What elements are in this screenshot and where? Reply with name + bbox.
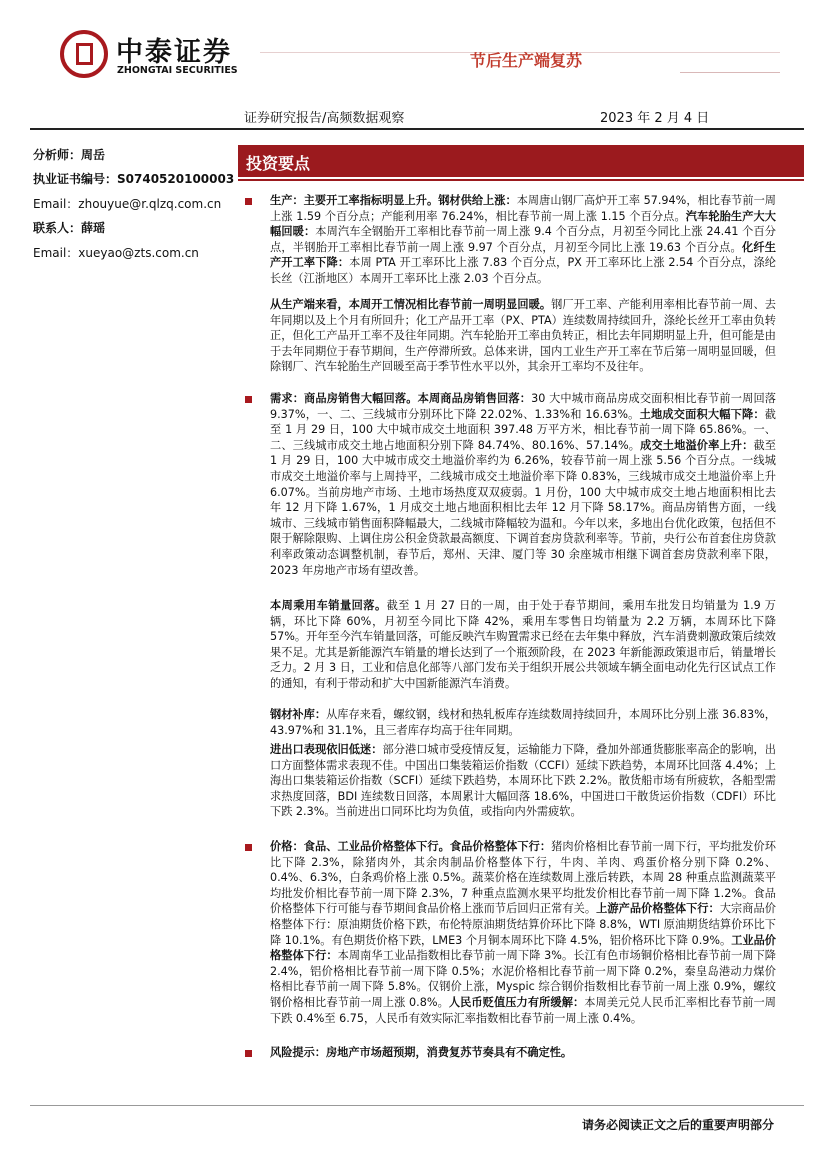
section-header-bar <box>238 145 804 177</box>
footer-divider <box>30 1105 804 1106</box>
header-divider <box>30 128 804 130</box>
paragraph-prices <box>270 839 776 1026</box>
bullet-icon <box>245 198 252 205</box>
para-text: 房地产市场超预期，消费复苏节奏具有不确定性。 <box>325 1046 573 1059</box>
bullet-icon <box>245 844 252 851</box>
header-deco-line <box>680 72 780 73</box>
para-heading: 土地成交面积大幅下降： <box>639 407 765 421</box>
paragraph-risk <box>270 1045 776 1061</box>
para-text: 钢厂开工率、产能利用率相比春节前一周、去年同期以及上个月有所回升；化工产品开工率（PX、PTA）连续数周持续回升，涤纶长丝开工率由负转正，但化工产品开工率不及往年同期。汽车轮胎开工率由负转正，相比去年同期明显上升，但可能是由于去年同期位于春节期间，生产停滞所致。总体来讲，国内工业生产开工率在节后第一周明显回暖，但除钢厂、汽车轮胎生产回暖至高于季节性水平以外，其余开工率均不及往年。 <box>270 298 776 374</box>
para-text: 本周美元兑人民币汇率相比春节前一周下跌 0.4%至 6.75，人民币有效实际汇率指数相比春节前一周上涨 0.4%。 <box>270 995 776 1025</box>
email-row-1 <box>33 192 238 216</box>
report-date: 2023 年 2 月 4 日 <box>600 111 710 126</box>
section-header-underline <box>238 179 804 181</box>
para-heading: 价格：食品、工业品价格整体下行。食品价格整体下行： <box>270 840 552 853</box>
contact-row <box>33 216 238 240</box>
para-heading: 从生产端来看，本周开工情况相比春节前一周明显回暖。 <box>270 298 552 311</box>
footer-disclaimer: 请务必阅读正文之后的重要声明部分 <box>581 1118 774 1132</box>
para-heading: 化纤生产开工率下降： <box>270 240 776 270</box>
para-text: 截至 1 月 27 日的一周，由于处于春节期间，乘用车批发日均销量为 1.9 万辆，环比下降 60%，月初至今同比下降 42%，乘用车零售日均销量为 2.2 万辆，本周环比下降 57%。开年至今汽车销量回落，可能反映汽车购置需求已经在去年集中释放，汽车消费刺激政策后续效果不足。尤其是新能源汽车销量的增长达到了一个瓶颈阶段，在 2023 年新能源政策退市后，销量增长乏力。2 月 3 日，工业和信息化部等八部门发布关于组织开展公共领域车辆全面电动化先行区试点工作的通知，有利于带动和扩大中国新能源汽车消费。 <box>270 599 776 690</box>
para-text: 从库存来看，螺纹钢，线材和热轧板库存连续数周持续回升，本周环比分别上涨 36.83%，43.97%和 31.1%，且三者库存均高于往年同期。 <box>270 708 776 737</box>
para-text: 本周南华工业品指数相比春节前一周下降 3%。长江有色市场铜价格相比春节前一周下降 2.4%，铝价格相比春节前一周下降 0.5%；水泥价格相比春节前一周下降 0.2%，秦皇岛港动力煤价格相比春节前一周下降 5.8%。仅钢价上涨，Myspic 综合钢价指数相比春节前一周上涨 0.9%，螺纹钢价格相比春节前一周上涨 0.8%。 <box>270 949 776 1009</box>
para-heading: 人民币贬值压力有所缓解： <box>448 995 585 1009</box>
paragraph-trade <box>270 742 776 820</box>
para-heading: 风险提示： <box>270 1046 326 1059</box>
analyst-label: 分析师： <box>33 148 82 162</box>
email-row-2 <box>33 241 238 265</box>
para-heading: 进出口表现依旧低迷： <box>270 743 383 756</box>
company-name-en: ZHONGTAI SECURITIES <box>117 65 238 76</box>
analyst-info <box>33 143 238 265</box>
bullet-icon <box>245 1050 252 1057</box>
para-text: 截至 1 月 29 日，100 大中城市成交土地面积 397.48 万平方米，相比春节前一周下降 65.86%。一、二、三线城市成交土地占地面积分别下降 84.74%、80.16%、57.14%。 <box>270 407 776 452</box>
para-text: 30 大中城市商品房成交面积相比春节前一周回落 9.37%，一、二、三线城市分别环比下降 22.02%、1.33%和 16.63%。 <box>270 392 776 421</box>
cert-label: 执业证书编号： <box>33 172 118 187</box>
para-heading: 上游产品价格整体下行： <box>596 902 720 916</box>
email-label: Email： <box>33 245 79 260</box>
para-text: 截至 1 月 29 日，100 大中城市成交土地溢价率约为 6.26%，较春节前一周上涨 5.56 个百分点。一线城市成交土地溢价率与上周持平，二线城市成交土地溢价率下降 0.83%，三线城市成交土地溢价率上升 6.07%。当前房地产市场、土地市场热度双双疲弱。1 月份，100 大中城市成交土地占地面积相比去年 12 月下降 1.67%，1 月成交土地占地面积相比去年 12 月下降 58.17%。商品房销售方面，一线城市、三线城市销售面积降幅最大，二线城市降幅较为温和。今年以来，多地出台优化政策，包括但不限于解除限购、上调住房公积金贷款最高额度、下调首套房贷款利率等。节前，央行公布首套住房贷款利率政策动态调整机制，春节后，郑州、天津、厦门等 30 余座城市相继下调首套房贷款利率下限，2023 年房地产市场有望改善。 <box>270 438 776 577</box>
analyst-name: 周岳 <box>81 148 106 162</box>
report-type: 证券研究报告/高频数据观察 <box>244 111 405 126</box>
cert-number: S0740520100003 <box>117 172 235 187</box>
para-text: 大宗商品价格整体下行：原油期货价格下跌，布伦特原油期货结算价环比下降 8.8%，WTI 原油期货结算价环比下降 10.1%。有色期货价格下跌，LME3 个月铜本周环比下降 4.5%，铝价格环比下降 0.9%。 <box>270 902 776 947</box>
paragraph-production-summary <box>270 297 776 375</box>
company-name-cn: 中泰证券 <box>116 37 232 68</box>
para-heading: 工业品价格整体下行： <box>270 933 776 963</box>
para-text: 部分港口城市受疫情反复，运输能力下降，叠加外部通货膨胀率高企的影响，出口方面整体需求表现不佳。中国出口集装箱运价指数（CCFI）延续下跌趋势，本周环比回落 4.4%；上海出口集装箱运价指数（SCFI）延续下跌趋势，本周环比下跌 2.2%。散货船市场有所疲软，各船型需求热度回落，BDI 连续数日回落，本周累计大幅回落 18.6%，中国进口干散货运价指数（CDFI）环比下跌 2.3%。当前进出口同环比均为负值，或指向内外需疲软。 <box>270 743 776 819</box>
para-text: 本周唐山钢厂高炉开工率 57.94%，相比春节前一周上涨 1.59 个百分点；产能利用率 76.24%，相比春节前一周上涨 1.15 个百分点。 <box>270 194 776 223</box>
para-heading: 本周乘用车销量回落。 <box>270 599 387 612</box>
para-heading: 汽车轮胎生产大大幅回暖： <box>270 209 776 239</box>
paragraph-vehicle-sales <box>270 598 776 692</box>
bullet-icon <box>245 396 252 403</box>
contact-email[interactable]: xueyao@zts.com.cn <box>78 245 199 260</box>
analyst-row <box>33 143 238 167</box>
para-heading: 生产：主要开工率指标明显上升。钢材供给上涨： <box>270 194 517 207</box>
para-heading: 需求：商品房销售大幅回落。本周商品房销售回落： <box>270 392 532 405</box>
para-text: 本周汽车全钢胎开工率相比春节前一周上涨 9.4 个百分点，月初至今同比上涨 24.41 个百分点，半钢胎开工率相比春节前一周上涨 9.97 个百分点，月初至今同比上涨 19.63 个百分点。 <box>270 225 776 254</box>
para-heading: 成交土地溢价率上升： <box>640 438 754 452</box>
contact-label: 联系人： <box>33 221 82 236</box>
analyst-email[interactable]: zhouyue@r.qlzq.com.cn <box>78 196 222 211</box>
report-title: 节后生产端复苏 <box>470 51 583 70</box>
section-header: 投资要点 <box>246 154 311 173</box>
paragraph-demand <box>270 391 776 578</box>
email-label: Email： <box>33 196 79 211</box>
cert-row <box>33 167 238 191</box>
paragraph-production <box>270 193 776 287</box>
company-logo-mark <box>60 30 108 78</box>
para-text: 猪肉价格相比春节前一周下行，平均批发价环比下降 2.3%，除猪肉外，其余肉制品价格整体下行，牛肉、羊肉、鸡蛋价格分别下降 0.2%、0.4%、6.3%，白条鸡价格上涨 0.5%。蔬菜价格在连续数周上涨后转跌，本周 28 种重点监测蔬菜平均批发价相比春节前一周下降 2.3%，7 种重点监测水果平均批发价相比春节前一周下降 1.2%。食品价格整体下行可能与春节期间食品价格上涨而节后回归正常有关。 <box>270 840 776 916</box>
company-logo <box>60 30 250 82</box>
para-text: 本周 PTA 开工率环比上涨 7.83 个百分点，PX 开工率环比上涨 2.54 个百分点，涤纶长丝（江浙地区）本周开工率环比上涨 2.03 个百分点。 <box>270 256 776 285</box>
paragraph-steel-inventory <box>270 707 776 738</box>
contact-name: 薛瑶 <box>81 221 106 236</box>
para-heading: 钢材补库： <box>270 708 327 721</box>
